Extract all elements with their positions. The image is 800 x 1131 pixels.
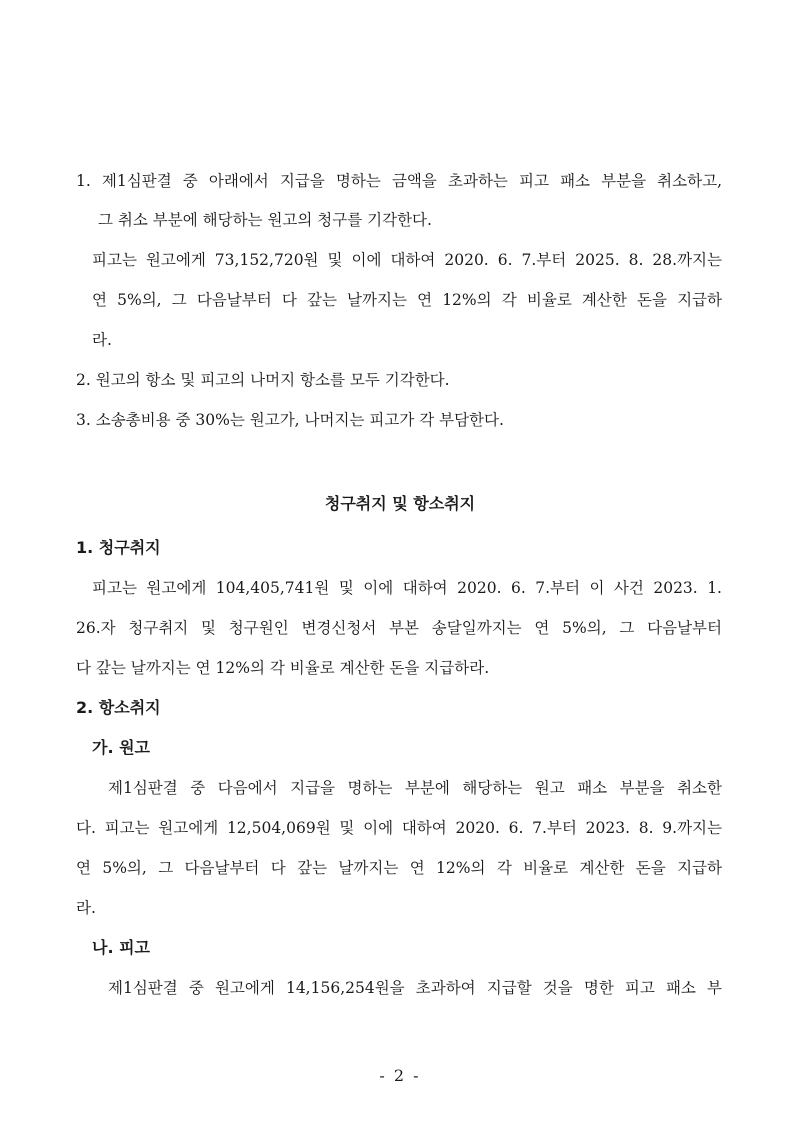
page-number: - 2 - bbox=[379, 1066, 421, 1085]
claim-line-1: 피고는 원고에게 104,405,741원 및 이에 대하여 2020. 6. 7.부터 이 사건 2023. 1. bbox=[92, 579, 722, 597]
order-item-3: 3. 소송총비용 중 30%는 원고가, 나머지는 피고가 각 부담한다. bbox=[76, 411, 504, 429]
order-item-1-line-3: 피고는 원고에게 73,152,720원 및 이에 대하여 2020. 6. 7.부터 2025. 8. 28.까지는 bbox=[92, 251, 722, 269]
claim-heading: 1. 청구취지 bbox=[76, 538, 161, 557]
order-item-1-line-1: 1. 제1심판결 중 아래에서 지급을 명하는 금액을 초과하는 피고 패소 부분을 취소하고, bbox=[76, 172, 722, 190]
appeal-defendant-heading: 나. 피고 bbox=[92, 938, 151, 957]
claim-line-2: 26.자 청구취지 및 청구원인 변경신청서 부본 송달일까지는 연 5%의, 그 다음날부터 bbox=[76, 619, 722, 637]
claim-line-3: 다 갚는 날까지는 연 12%의 각 비율로 계산한 돈을 지급하라. bbox=[76, 659, 490, 677]
order-item-1-line-4: 연 5%의, 그 다음날부터 다 갚는 날까지는 연 12%의 각 비율로 계산한 돈을 지급하 bbox=[92, 291, 722, 309]
order-item-1-line-2: 그 취소 부분에 해당하는 원고의 청구를 기각한다. bbox=[98, 211, 432, 229]
appeal-heading: 2. 항소취지 bbox=[76, 698, 161, 717]
section-title: 청구취지 및 항소취지 bbox=[324, 494, 476, 513]
appeal-plaintiff-line-3: 연 5%의, 그 다음날부터 다 갚는 날까지는 연 12%의 각 비율로 계산한 돈을 지급하 bbox=[76, 859, 722, 877]
appeal-plaintiff-line-4: 라. bbox=[76, 899, 96, 917]
appeal-defendant-line-1: 제1심판결 중 원고에게 14,156,254원을 초과하여 지급할 것을 명한 피고 패소 부 bbox=[108, 979, 722, 997]
appeal-plaintiff-line-2: 다. 피고는 원고에게 12,504,069원 및 이에 대하여 2020. 6. 7.부터 2023. 8. 9.까지는 bbox=[76, 819, 722, 837]
appeal-plaintiff-line-1: 제1심판결 중 다음에서 지급을 명하는 부분에 해당하는 원고 패소 부분을 취소한 bbox=[108, 779, 722, 797]
order-item-1-line-5: 라. bbox=[92, 331, 112, 349]
appeal-plaintiff-heading: 가. 원고 bbox=[92, 738, 151, 757]
order-item-2: 2. 원고의 항소 및 피고의 나머지 항소를 모두 기각한다. bbox=[76, 371, 450, 389]
